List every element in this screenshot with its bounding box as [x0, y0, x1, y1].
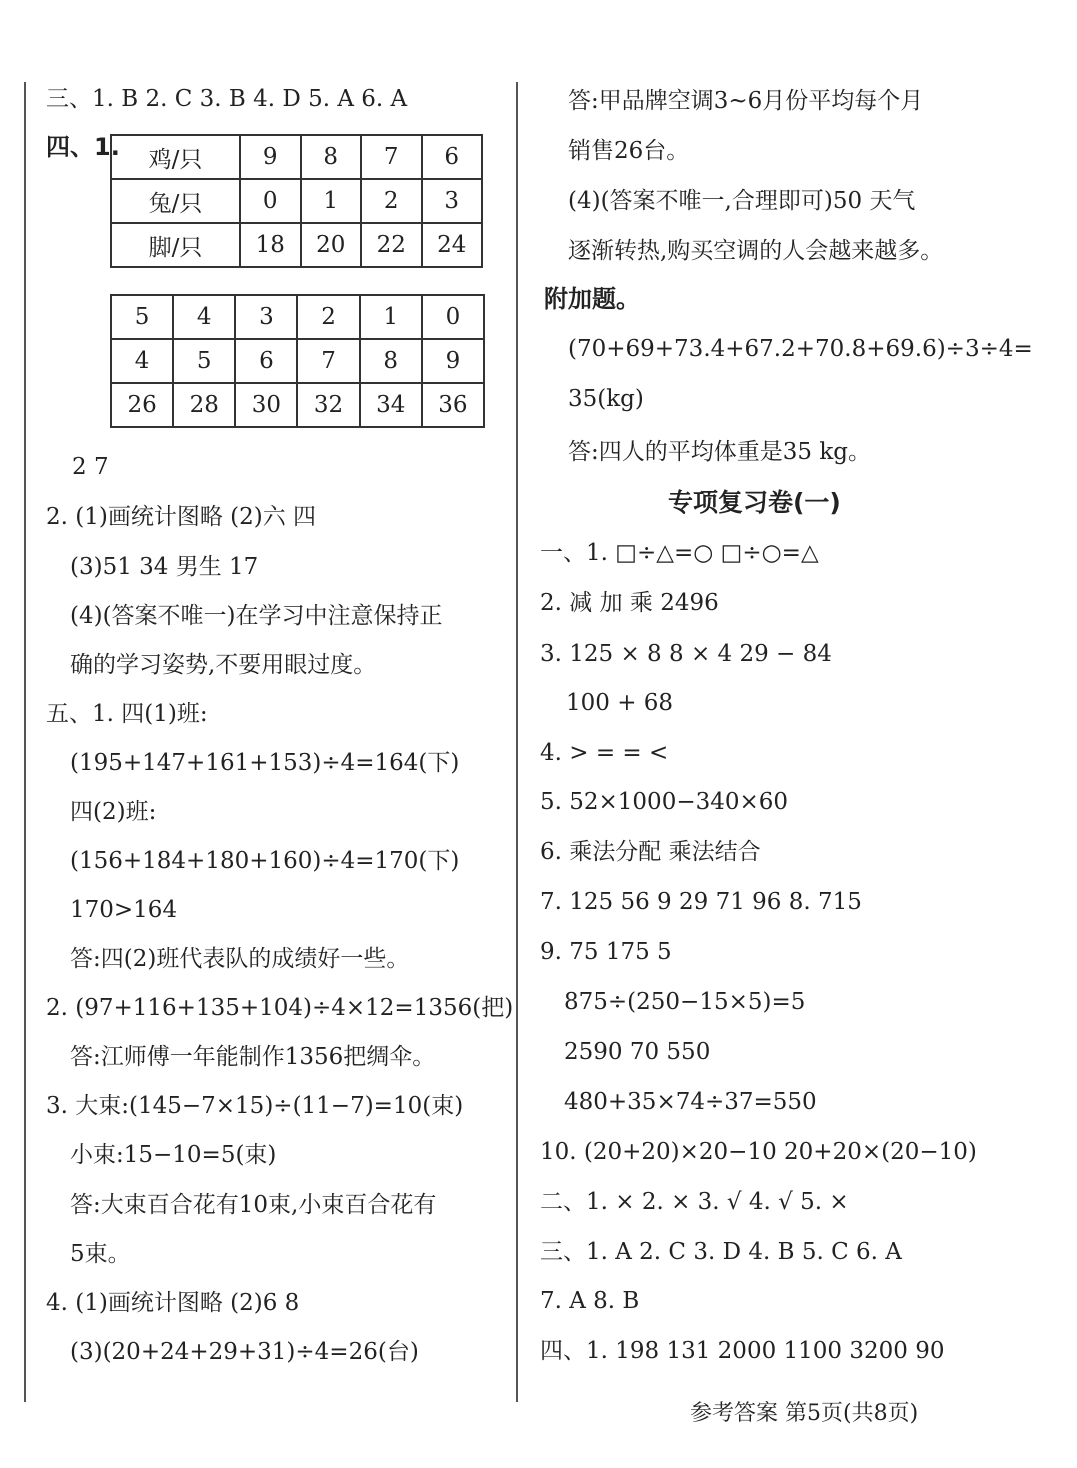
table-cell: 20 — [301, 223, 362, 267]
section-title: 专项复习卷(一) — [668, 488, 841, 517]
table-cell: 7 — [297, 339, 359, 383]
left-line-16: 3. 大束:(145−7×15)÷(11−7)=10(束) — [46, 1093, 464, 1119]
right-line-22: 10. (20+20)×20−10 20+20×(20−10) — [540, 1139, 977, 1165]
table-cell: 9 — [422, 339, 484, 383]
table-cell: 3 — [422, 179, 483, 223]
table-cell: 2 — [297, 295, 359, 339]
table-cell: 9 — [240, 135, 301, 179]
left-line-5: (3)51 34 男生 17 — [70, 554, 259, 580]
left-line-13: 答:四(2)班代表队的成绩好一些。 — [70, 946, 410, 972]
table-cell: 8 — [301, 135, 362, 179]
table-cell: 7 — [361, 135, 422, 179]
table-cell: 36 — [422, 383, 484, 427]
right-line-3: (4)(答案不唯一,合理即可)50 天气 — [568, 188, 916, 214]
table-cell: 6 — [235, 339, 297, 383]
table-row — [111, 179, 482, 223]
left-line-18: 答:大束百合花有10束,小束百合花有 — [70, 1192, 437, 1218]
right-line-23: 二、1. × 2. × 3. √ 4. √ 5. × — [540, 1189, 849, 1215]
right-line-21: 480+35×74÷37=550 — [564, 1089, 817, 1115]
left-line-9: (195+147+161+153)÷4=164(下) — [70, 750, 460, 776]
table-cell: 兔/只 — [111, 179, 240, 223]
left-line-21: (3)(20+24+29+31)÷4=26(台) — [70, 1339, 419, 1365]
left-line-1: 三、1. B 2. C 3. B 4. D 5. A 6. A — [46, 86, 408, 112]
table-cell: 0 — [240, 179, 301, 223]
table-cell: 18 — [240, 223, 301, 267]
left-line-3: 2 7 — [72, 454, 109, 480]
right-line-17: 7. 125 56 9 29 71 96 8. 715 — [540, 889, 862, 915]
right-line-25: 7. A 8. B — [540, 1288, 640, 1314]
table-row — [111, 383, 484, 427]
table-cell: 脚/只 — [111, 223, 240, 267]
table-cell: 26 — [111, 383, 173, 427]
right-line-11: 2. 减 加 乘 2496 — [540, 590, 719, 616]
right-line-24: 三、1. A 2. C 3. D 4. B 5. C 6. A — [540, 1239, 902, 1265]
table-cell: 24 — [422, 223, 483, 267]
table-cell: 2 — [361, 179, 422, 223]
chicken-rabbit-table — [110, 134, 483, 268]
right-line-26: 四、1. 198 131 2000 1100 3200 90 — [540, 1338, 945, 1364]
left-line-17: 小束:15−10=5(束) — [70, 1142, 277, 1168]
left-line-19: 5束。 — [70, 1241, 131, 1267]
table-row — [111, 339, 484, 383]
right-line-7: 35(kg) — [568, 386, 644, 412]
left-line-20: 4. (1)画统计图略 (2)6 8 — [46, 1290, 300, 1316]
table-row — [111, 295, 484, 339]
right-line-15: 5. 52×1000−340×60 — [540, 789, 789, 815]
table-cell: 0 — [422, 295, 484, 339]
left-line-14: 2. (97+116+135+104)÷4×12=1356(把) — [46, 995, 514, 1021]
table-cell: 28 — [173, 383, 235, 427]
table-cell: 4 — [111, 339, 173, 383]
right-line-18: 9. 75 175 5 — [540, 939, 672, 965]
table-cell: 3 — [235, 295, 297, 339]
left-line-4: 2. (1)画统计图略 (2)六 四 — [46, 504, 317, 530]
table-row — [111, 223, 482, 267]
table-cell: 5 — [111, 295, 173, 339]
left-line-6: (4)(答案不唯一)在学习中注意保持正 — [70, 603, 443, 629]
table-cell: 30 — [235, 383, 297, 427]
right-line-14: 4. > = = < — [540, 740, 669, 766]
right-line-12: 3. 125 × 8 8 × 4 29 − 84 — [540, 641, 832, 667]
table-cell: 鸡/只 — [111, 135, 240, 179]
right-line-13: 100 + 68 — [566, 690, 674, 716]
right-line-2: 销售26台。 — [568, 138, 690, 164]
left-line-10: 四(2)班: — [70, 799, 157, 825]
left-line-8: 五、1. 四(1)班: — [46, 701, 208, 727]
table-cell: 22 — [361, 223, 422, 267]
right-line-6: (70+69+73.4+67.2+70.8+69.6)÷3÷4= — [568, 336, 1033, 362]
number-table — [110, 294, 485, 428]
left-line-15: 答:江师傅一年能制作1356把绸伞。 — [70, 1044, 436, 1070]
table-row — [111, 135, 482, 179]
left-line-12: 170>164 — [70, 897, 178, 923]
column-divider — [516, 82, 518, 1402]
table-cell: 1 — [360, 295, 422, 339]
table-cell: 34 — [360, 383, 422, 427]
page-footer: 参考答案 第5页(共8页) — [690, 1401, 919, 1426]
left-line-2-label: 四、1. — [46, 133, 120, 161]
right-line-5: 附加题。 — [544, 285, 640, 313]
table-cell: 4 — [173, 295, 235, 339]
left-margin-rule — [24, 82, 26, 1402]
right-line-1: 答:甲品牌空调3~6月份平均每个月 — [568, 88, 924, 114]
table-cell: 6 — [422, 135, 483, 179]
right-line-16: 6. 乘法分配 乘法结合 — [540, 839, 761, 865]
right-line-10: 一、1. □÷△=○ □÷○=△ — [540, 540, 819, 566]
left-line-11: (156+184+180+160)÷4=170(下) — [70, 848, 460, 874]
table-cell: 1 — [301, 179, 362, 223]
table-cell: 5 — [173, 339, 235, 383]
left-line-7: 确的学习姿势,不要用眼过度。 — [70, 652, 377, 678]
right-line-8: 答:四人的平均体重是35 kg。 — [568, 439, 871, 465]
right-line-20: 2590 70 550 — [564, 1039, 711, 1065]
table-cell: 8 — [360, 339, 422, 383]
right-line-4: 逐渐转热,购买空调的人会越来越多。 — [568, 238, 944, 264]
table-cell: 32 — [297, 383, 359, 427]
right-line-19: 875÷(250−15×5)=5 — [564, 989, 806, 1015]
